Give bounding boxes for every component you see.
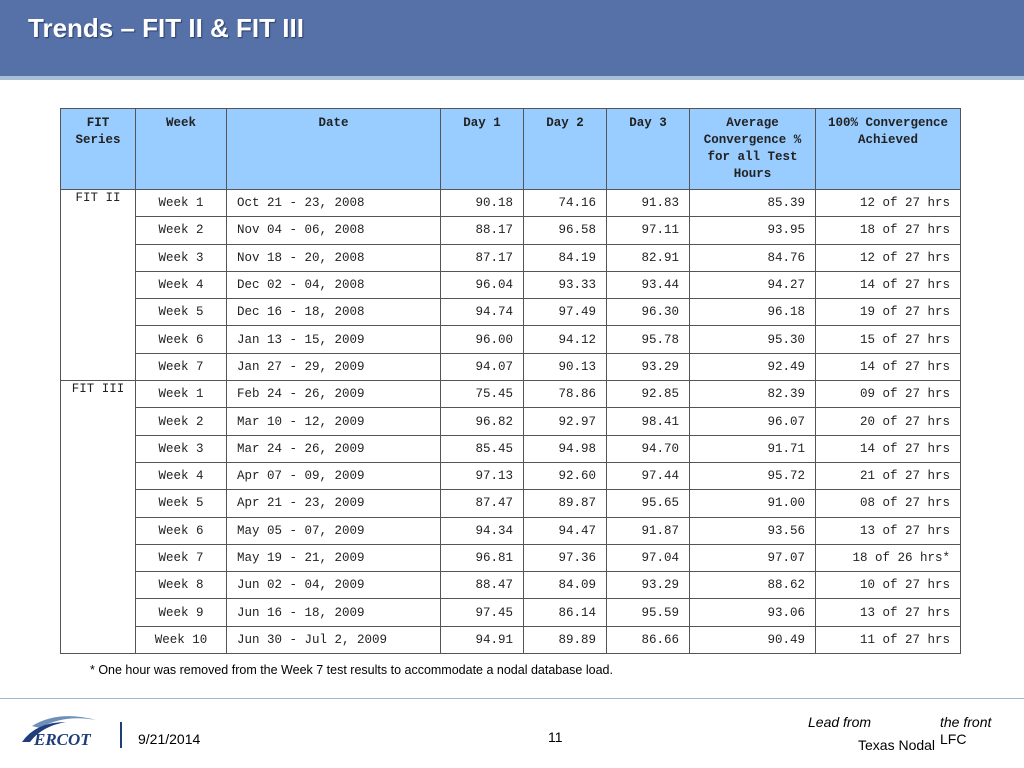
header-100-convergence: 100% Convergence Achieved bbox=[816, 109, 961, 190]
table-cell-day-1: 94.34 bbox=[441, 517, 524, 544]
table-cell-average: 95.30 bbox=[690, 326, 816, 353]
table-cell-series: FIT II bbox=[61, 190, 136, 381]
table-cell-week: Week 5 bbox=[136, 490, 227, 517]
table-cell-day-2: 94.12 bbox=[524, 326, 607, 353]
table-cell-day-1: 87.17 bbox=[441, 244, 524, 271]
table-cell-date: Mar 24 - 26, 2009 bbox=[227, 435, 441, 462]
table-cell-date: May 05 - 07, 2009 bbox=[227, 517, 441, 544]
table-cell-day-2: 94.98 bbox=[524, 435, 607, 462]
table-cell-achieved: 12 of 27 hrs bbox=[816, 244, 961, 271]
table-cell-week: Week 6 bbox=[136, 326, 227, 353]
convergence-table bbox=[60, 108, 961, 654]
footnote: * One hour was removed from the Week 7 test results to accommodate a nodal database load. bbox=[90, 663, 613, 677]
table-cell-date: Dec 02 - 04, 2008 bbox=[227, 271, 441, 298]
header-day-1: Day 1 bbox=[441, 109, 524, 190]
table-row bbox=[61, 381, 961, 408]
title-accent-bar bbox=[0, 76, 1024, 80]
tagline-lead-from: Lead from bbox=[808, 714, 872, 730]
table-cell-day-1: 94.07 bbox=[441, 353, 524, 380]
table-cell-day-1: 85.45 bbox=[441, 435, 524, 462]
table-cell-average: 93.06 bbox=[690, 599, 816, 626]
table-cell-week: Week 8 bbox=[136, 572, 227, 599]
table-cell-week: Week 5 bbox=[136, 299, 227, 326]
table-cell-achieved: 10 of 27 hrs bbox=[816, 572, 961, 599]
table-cell-date: Jan 13 - 15, 2009 bbox=[227, 326, 441, 353]
table-cell-average: 90.49 bbox=[690, 626, 816, 653]
table-cell-average: 96.07 bbox=[690, 408, 816, 435]
table-cell-date: Feb 24 - 26, 2009 bbox=[227, 381, 441, 408]
ercot-logo bbox=[18, 712, 108, 752]
table-cell-day-2: 84.19 bbox=[524, 244, 607, 271]
table-cell-achieved: 14 of 27 hrs bbox=[816, 271, 961, 298]
table-body bbox=[61, 190, 961, 654]
table-cell-week: Week 7 bbox=[136, 353, 227, 380]
table-cell-day-2: 86.14 bbox=[524, 599, 607, 626]
table-cell-week: Week 2 bbox=[136, 408, 227, 435]
table-cell-day-2: 74.16 bbox=[524, 190, 607, 217]
table-cell-average: 93.56 bbox=[690, 517, 816, 544]
table-cell-day-1: 94.91 bbox=[441, 626, 524, 653]
table-cell-achieved: 15 of 27 hrs bbox=[816, 326, 961, 353]
table-row bbox=[61, 271, 961, 298]
header-day-3: Day 3 bbox=[607, 109, 690, 190]
table-row bbox=[61, 190, 961, 217]
table-row bbox=[61, 408, 961, 435]
table-cell-day-1: 75.45 bbox=[441, 381, 524, 408]
table-row bbox=[61, 435, 961, 462]
table-row bbox=[61, 517, 961, 544]
table-cell-day-3: 91.83 bbox=[607, 190, 690, 217]
table-cell-achieved: 18 of 26 hrs* bbox=[816, 544, 961, 571]
table-cell-series: FIT III bbox=[61, 381, 136, 654]
table-cell-achieved: 12 of 27 hrs bbox=[816, 190, 961, 217]
table-cell-average: 88.62 bbox=[690, 572, 816, 599]
footer-divider bbox=[0, 698, 1024, 699]
table-row bbox=[61, 544, 961, 571]
lfc-label: LFC bbox=[940, 731, 967, 747]
table-cell-date: Jun 16 - 18, 2009 bbox=[227, 599, 441, 626]
texas-nodal-label: Texas Nodal bbox=[858, 737, 936, 753]
table-cell-day-2: 92.60 bbox=[524, 462, 607, 489]
table-row bbox=[61, 599, 961, 626]
table-cell-date: Apr 21 - 23, 2009 bbox=[227, 490, 441, 517]
table-cell-week: Week 9 bbox=[136, 599, 227, 626]
table-cell-day-1: 97.45 bbox=[441, 599, 524, 626]
table-cell-week: Week 4 bbox=[136, 271, 227, 298]
table-cell-date: Jun 02 - 04, 2009 bbox=[227, 572, 441, 599]
table-cell-day-1: 96.04 bbox=[441, 271, 524, 298]
table-cell-day-3: 95.78 bbox=[607, 326, 690, 353]
table-cell-day-3: 86.66 bbox=[607, 626, 690, 653]
table-cell-day-2: 97.36 bbox=[524, 544, 607, 571]
slide-title: Trends – FIT II & FIT III bbox=[28, 13, 304, 43]
table-cell-day-3: 95.59 bbox=[607, 599, 690, 626]
table-cell-date: Jun 30 - Jul 2, 2009 bbox=[227, 626, 441, 653]
table-cell-day-3: 82.91 bbox=[607, 244, 690, 271]
table-cell-day-2: 96.58 bbox=[524, 217, 607, 244]
table-cell-average: 92.49 bbox=[690, 353, 816, 380]
table-cell-date: May 19 - 21, 2009 bbox=[227, 544, 441, 571]
table-cell-date: Jan 27 - 29, 2009 bbox=[227, 353, 441, 380]
table-cell-date: Nov 04 - 06, 2008 bbox=[227, 217, 441, 244]
table-cell-average: 95.72 bbox=[690, 462, 816, 489]
table-cell-achieved: 13 of 27 hrs bbox=[816, 517, 961, 544]
table-cell-average: 96.18 bbox=[690, 299, 816, 326]
header-fit-series: FIT Series bbox=[61, 109, 136, 190]
title-bar bbox=[0, 0, 1024, 76]
table-cell-achieved: 21 of 27 hrs bbox=[816, 462, 961, 489]
page-number: 11 bbox=[548, 729, 563, 745]
table-row bbox=[61, 244, 961, 271]
table-cell-date: Oct 21 - 23, 2008 bbox=[227, 190, 441, 217]
table-cell-average: 93.95 bbox=[690, 217, 816, 244]
table-cell-average: 91.71 bbox=[690, 435, 816, 462]
table-cell-day-1: 96.81 bbox=[441, 544, 524, 571]
tagline-the-front: the front bbox=[940, 714, 992, 730]
header-day-2: Day 2 bbox=[524, 109, 607, 190]
table-cell-day-2: 78.86 bbox=[524, 381, 607, 408]
table-cell-day-2: 93.33 bbox=[524, 271, 607, 298]
table-cell-average: 85.39 bbox=[690, 190, 816, 217]
table-cell-day-2: 97.49 bbox=[524, 299, 607, 326]
table-cell-day-2: 89.89 bbox=[524, 626, 607, 653]
table-row bbox=[61, 353, 961, 380]
header-average-convergence: Average Convergence % for all Test Hours bbox=[690, 109, 816, 190]
table-cell-achieved: 19 of 27 hrs bbox=[816, 299, 961, 326]
table-row bbox=[61, 462, 961, 489]
table-row bbox=[61, 326, 961, 353]
table-cell-achieved: 09 of 27 hrs bbox=[816, 381, 961, 408]
table-cell-average: 84.76 bbox=[690, 244, 816, 271]
table-cell-achieved: 13 of 27 hrs bbox=[816, 599, 961, 626]
table-cell-achieved: 18 of 27 hrs bbox=[816, 217, 961, 244]
table-cell-day-3: 93.44 bbox=[607, 271, 690, 298]
table-cell-week: Week 10 bbox=[136, 626, 227, 653]
table-cell-day-3: 98.41 bbox=[607, 408, 690, 435]
table-cell-average: 91.00 bbox=[690, 490, 816, 517]
table-row bbox=[61, 572, 961, 599]
table-cell-achieved: 14 of 27 hrs bbox=[816, 353, 961, 380]
table-row bbox=[61, 299, 961, 326]
table-cell-day-3: 92.85 bbox=[607, 381, 690, 408]
table-cell-day-1: 97.13 bbox=[441, 462, 524, 489]
table-cell-date: Apr 07 - 09, 2009 bbox=[227, 462, 441, 489]
table-cell-date: Dec 16 - 18, 2008 bbox=[227, 299, 441, 326]
table-cell-week: Week 2 bbox=[136, 217, 227, 244]
table-cell-day-2: 89.87 bbox=[524, 490, 607, 517]
table-cell-achieved: 11 of 27 hrs bbox=[816, 626, 961, 653]
table-cell-week: Week 3 bbox=[136, 244, 227, 271]
table-cell-day-3: 97.11 bbox=[607, 217, 690, 244]
table-cell-day-3: 96.30 bbox=[607, 299, 690, 326]
table-cell-achieved: 14 of 27 hrs bbox=[816, 435, 961, 462]
table-cell-week: Week 1 bbox=[136, 381, 227, 408]
table-row bbox=[61, 490, 961, 517]
ercot-logo-graphic bbox=[18, 712, 108, 752]
table-cell-day-1: 87.47 bbox=[441, 490, 524, 517]
table-cell-average: 82.39 bbox=[690, 381, 816, 408]
table-cell-day-3: 97.04 bbox=[607, 544, 690, 571]
table-cell-day-2: 90.13 bbox=[524, 353, 607, 380]
table-cell-day-1: 88.17 bbox=[441, 217, 524, 244]
table-row bbox=[61, 626, 961, 653]
table-cell-day-3: 95.65 bbox=[607, 490, 690, 517]
table-cell-day-1: 96.82 bbox=[441, 408, 524, 435]
table-cell-achieved: 08 of 27 hrs bbox=[816, 490, 961, 517]
ercot-logo-text: ERCOT bbox=[34, 730, 91, 749]
table-cell-date: Nov 18 - 20, 2008 bbox=[227, 244, 441, 271]
table-cell-day-3: 93.29 bbox=[607, 572, 690, 599]
table-cell-day-1: 94.74 bbox=[441, 299, 524, 326]
table-cell-day-1: 96.00 bbox=[441, 326, 524, 353]
table-cell-week: Week 4 bbox=[136, 462, 227, 489]
table-cell-day-1: 90.18 bbox=[441, 190, 524, 217]
header-date: Date bbox=[227, 109, 441, 190]
table-cell-week: Week 3 bbox=[136, 435, 227, 462]
table-cell-day-3: 93.29 bbox=[607, 353, 690, 380]
table-header-row bbox=[61, 109, 961, 190]
table-cell-week: Week 7 bbox=[136, 544, 227, 571]
table-cell-day-2: 92.97 bbox=[524, 408, 607, 435]
table-cell-week: Week 1 bbox=[136, 190, 227, 217]
table-cell-day-2: 94.47 bbox=[524, 517, 607, 544]
table-cell-day-1: 88.47 bbox=[441, 572, 524, 599]
table-cell-week: Week 6 bbox=[136, 517, 227, 544]
table-cell-date: Mar 10 - 12, 2009 bbox=[227, 408, 441, 435]
header-week: Week bbox=[136, 109, 227, 190]
table-cell-day-2: 84.09 bbox=[524, 572, 607, 599]
table-cell-average: 94.27 bbox=[690, 271, 816, 298]
footer-separator bbox=[120, 722, 122, 748]
table-cell-achieved: 20 of 27 hrs bbox=[816, 408, 961, 435]
table-cell-day-3: 91.87 bbox=[607, 517, 690, 544]
footer-date: 9/21/2014 bbox=[138, 731, 201, 747]
table-cell-average: 97.07 bbox=[690, 544, 816, 571]
table-row bbox=[61, 217, 961, 244]
table-cell-day-3: 97.44 bbox=[607, 462, 690, 489]
table-cell-day-3: 94.70 bbox=[607, 435, 690, 462]
